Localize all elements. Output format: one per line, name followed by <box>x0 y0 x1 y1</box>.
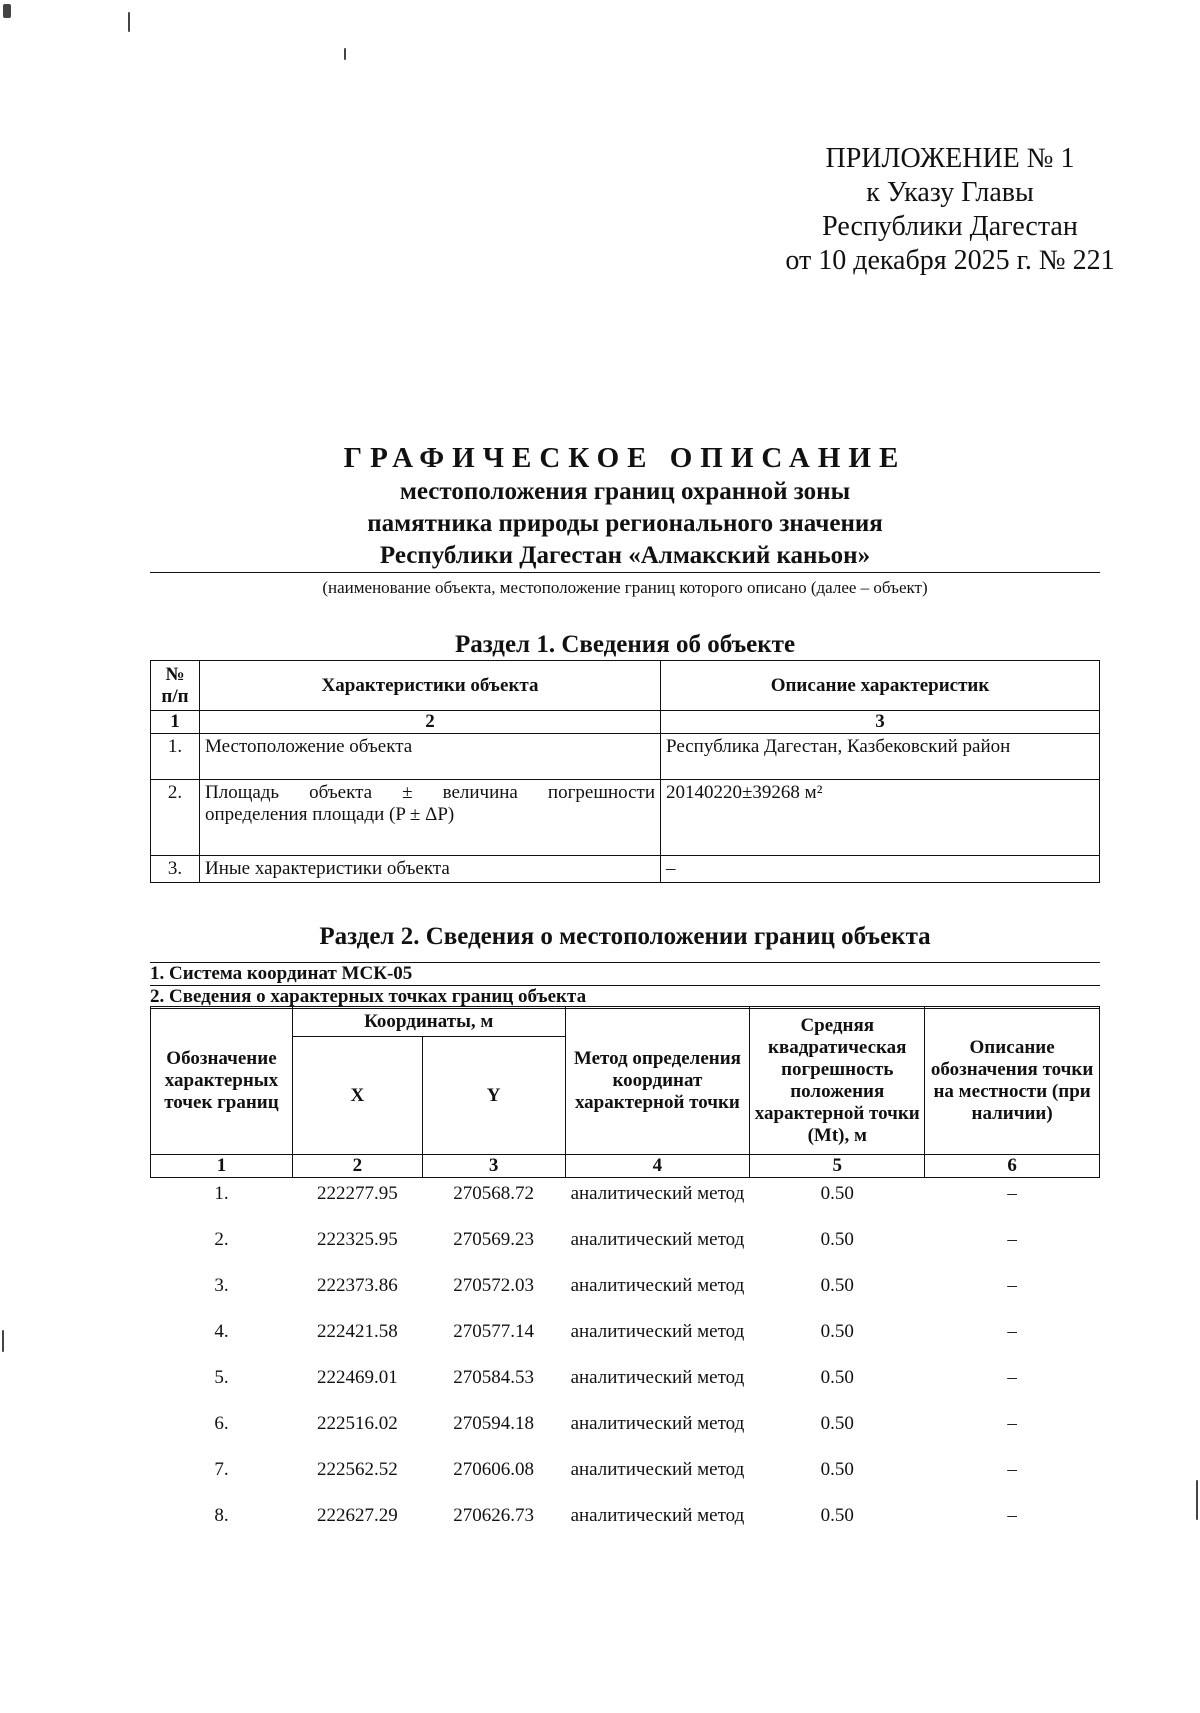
point-number: 2. <box>214 1229 229 1250</box>
document-title: ГРАФИЧЕСКОЕ ОПИСАНИЕ <box>343 442 907 474</box>
coord-y: 270569.23 <box>453 1229 535 1250</box>
title-line-3: памятника природы регионального значения <box>367 510 883 537</box>
col-number: 3 <box>422 1155 565 1178</box>
points-body <box>151 1178 1100 1547</box>
mean-error: 0.50 <box>820 1229 854 1250</box>
mean-error: 0.50 <box>820 1413 854 1434</box>
points-info-caption: 2. Сведения о характерных точках границ объекта <box>150 986 1100 1009</box>
table-row <box>151 1362 1100 1408</box>
point-number: 8. <box>214 1505 229 1526</box>
row-description: – <box>661 856 1100 883</box>
method: аналитический метод <box>570 1275 745 1296</box>
mean-error: 0.50 <box>820 1459 854 1480</box>
mean-error: 0.50 <box>820 1275 854 1296</box>
col-header-coordinates: Координаты, м <box>292 1007 565 1037</box>
appendix-title: ПРИЛОЖЕНИЕ № 1 <box>825 143 1075 174</box>
method: аналитический метод <box>570 1321 745 1342</box>
col-header-x: X <box>292 1037 422 1155</box>
scan-mark <box>128 12 130 32</box>
scan-mark <box>1196 1480 1198 1520</box>
mean-error: 0.50 <box>820 1183 854 1204</box>
document-title-block <box>150 440 1100 599</box>
col-header-description: Описание характеристик <box>661 661 1100 711</box>
coord-y: 270584.53 <box>453 1367 535 1388</box>
coord-x: 222421.58 <box>316 1321 398 1342</box>
coord-x: 222516.02 <box>316 1413 398 1434</box>
appendix-decree: к Указу Главы <box>866 177 1034 208</box>
method: аналитический метод <box>570 1413 745 1434</box>
point-number: 5. <box>214 1367 229 1388</box>
table-row <box>151 1500 1100 1546</box>
scan-mark <box>2 1330 4 1352</box>
col-header-y: Y <box>422 1037 565 1155</box>
col-number: 3 <box>661 711 1100 734</box>
scan-mark <box>3 4 11 18</box>
point-description: – <box>1007 1183 1017 1204</box>
point-number: 7. <box>214 1459 229 1480</box>
table-row <box>151 1224 1100 1270</box>
coord-x: 222627.29 <box>316 1505 398 1526</box>
title-line-2: местоположения границ охранной зоны <box>399 478 851 505</box>
col-number: 2 <box>200 711 661 734</box>
appendix-date: от 10 декабря 2025 г. № 221 <box>785 245 1115 276</box>
col-header-num: № п/п <box>151 661 200 711</box>
coord-y: 270572.03 <box>453 1275 535 1296</box>
col-header-method: Метод определения координат характерной точки <box>565 1007 750 1155</box>
method: аналитический метод <box>570 1459 745 1480</box>
table-row <box>151 1408 1100 1454</box>
row-number: 3. <box>151 856 200 883</box>
coord-y: 270626.73 <box>453 1505 535 1526</box>
section2-info-lines <box>150 962 1100 1009</box>
table-row <box>151 856 1100 883</box>
col-number: 2 <box>292 1155 422 1178</box>
method: аналитический метод <box>570 1229 745 1250</box>
point-description: – <box>1007 1275 1017 1296</box>
table-row <box>151 1270 1100 1316</box>
col-header-error: Средняя квадратическая погрешность положения характерной точки (Mt), м <box>750 1007 925 1155</box>
point-description: – <box>1007 1413 1017 1434</box>
method: аналитический метод <box>570 1367 745 1388</box>
point-number: 6. <box>214 1413 229 1434</box>
coord-y: 270594.18 <box>453 1413 535 1434</box>
coord-y: 270606.08 <box>453 1459 535 1480</box>
point-description: – <box>1007 1321 1017 1342</box>
col-number: 1 <box>151 711 200 734</box>
object-info-table <box>150 660 1100 883</box>
col-header-point: Обозначение характерных точек границ <box>151 1007 293 1155</box>
table-row <box>151 1454 1100 1500</box>
column-number-row <box>151 711 1100 734</box>
row-description: Республика Дагестан, Казбековский район <box>661 734 1100 780</box>
method: аналитический метод <box>570 1183 745 1204</box>
row-number: 1. <box>151 734 200 780</box>
col-header-characteristics: Характеристики объекта <box>200 661 661 711</box>
table-row <box>151 734 1100 780</box>
col-number: 4 <box>565 1155 750 1178</box>
scan-mark <box>344 48 346 60</box>
table-row <box>151 1178 1100 1225</box>
boundary-points-table <box>150 1006 1100 1546</box>
title-line-4: Республики Дагестан «Алмакский каньон» <box>150 540 1100 573</box>
column-number-row <box>151 1155 1100 1178</box>
coord-x: 222325.95 <box>316 1229 398 1250</box>
point-number: 3. <box>214 1275 229 1296</box>
row-number: 2. <box>151 780 200 856</box>
table-row <box>151 1316 1100 1362</box>
coordinate-system: 1. Система координат МСК-05 <box>150 962 1100 986</box>
point-description: – <box>1007 1229 1017 1250</box>
row-characteristic: Иные характеристики объекта <box>200 856 661 883</box>
point-description: – <box>1007 1505 1017 1526</box>
col-number: 6 <box>925 1155 1100 1178</box>
row-characteristic: Площадь объекта ± величина погрешности определения площади (P ± ΔP) <box>200 780 661 856</box>
coord-x: 222277.95 <box>316 1183 398 1204</box>
col-number: 5 <box>750 1155 925 1178</box>
point-number: 1. <box>214 1183 229 1204</box>
coord-x: 222562.52 <box>316 1459 398 1480</box>
coord-y: 270577.14 <box>453 1321 535 1342</box>
mean-error: 0.50 <box>820 1367 854 1388</box>
row-description: 20140220±39268 м² <box>661 780 1100 856</box>
method: аналитический метод <box>570 1505 745 1526</box>
row-characteristic: Местоположение объекта <box>200 734 661 780</box>
coord-x: 222469.01 <box>316 1367 398 1388</box>
appendix-republic: Республики Дагестан <box>822 211 1078 242</box>
appendix-header <box>760 142 1140 278</box>
mean-error: 0.50 <box>820 1321 854 1342</box>
mean-error: 0.50 <box>820 1505 854 1526</box>
point-description: – <box>1007 1459 1017 1480</box>
col-header-point-description: Описание обозначения точки на местности (при наличии) <box>925 1007 1100 1155</box>
section1-heading: Раздел 1. Сведения об объекте <box>150 630 1100 661</box>
table-row <box>151 780 1100 856</box>
col-number: 1 <box>151 1155 293 1178</box>
coord-y: 270568.72 <box>453 1183 535 1204</box>
point-number: 4. <box>214 1321 229 1342</box>
title-note: (наименование объекта, местоположение границ которого описано (далее – объект) <box>322 578 928 597</box>
section2-heading: Раздел 2. Сведения о местоположении границ объекта <box>319 923 931 950</box>
coord-x: 222373.86 <box>316 1275 398 1296</box>
point-description: – <box>1007 1367 1017 1388</box>
